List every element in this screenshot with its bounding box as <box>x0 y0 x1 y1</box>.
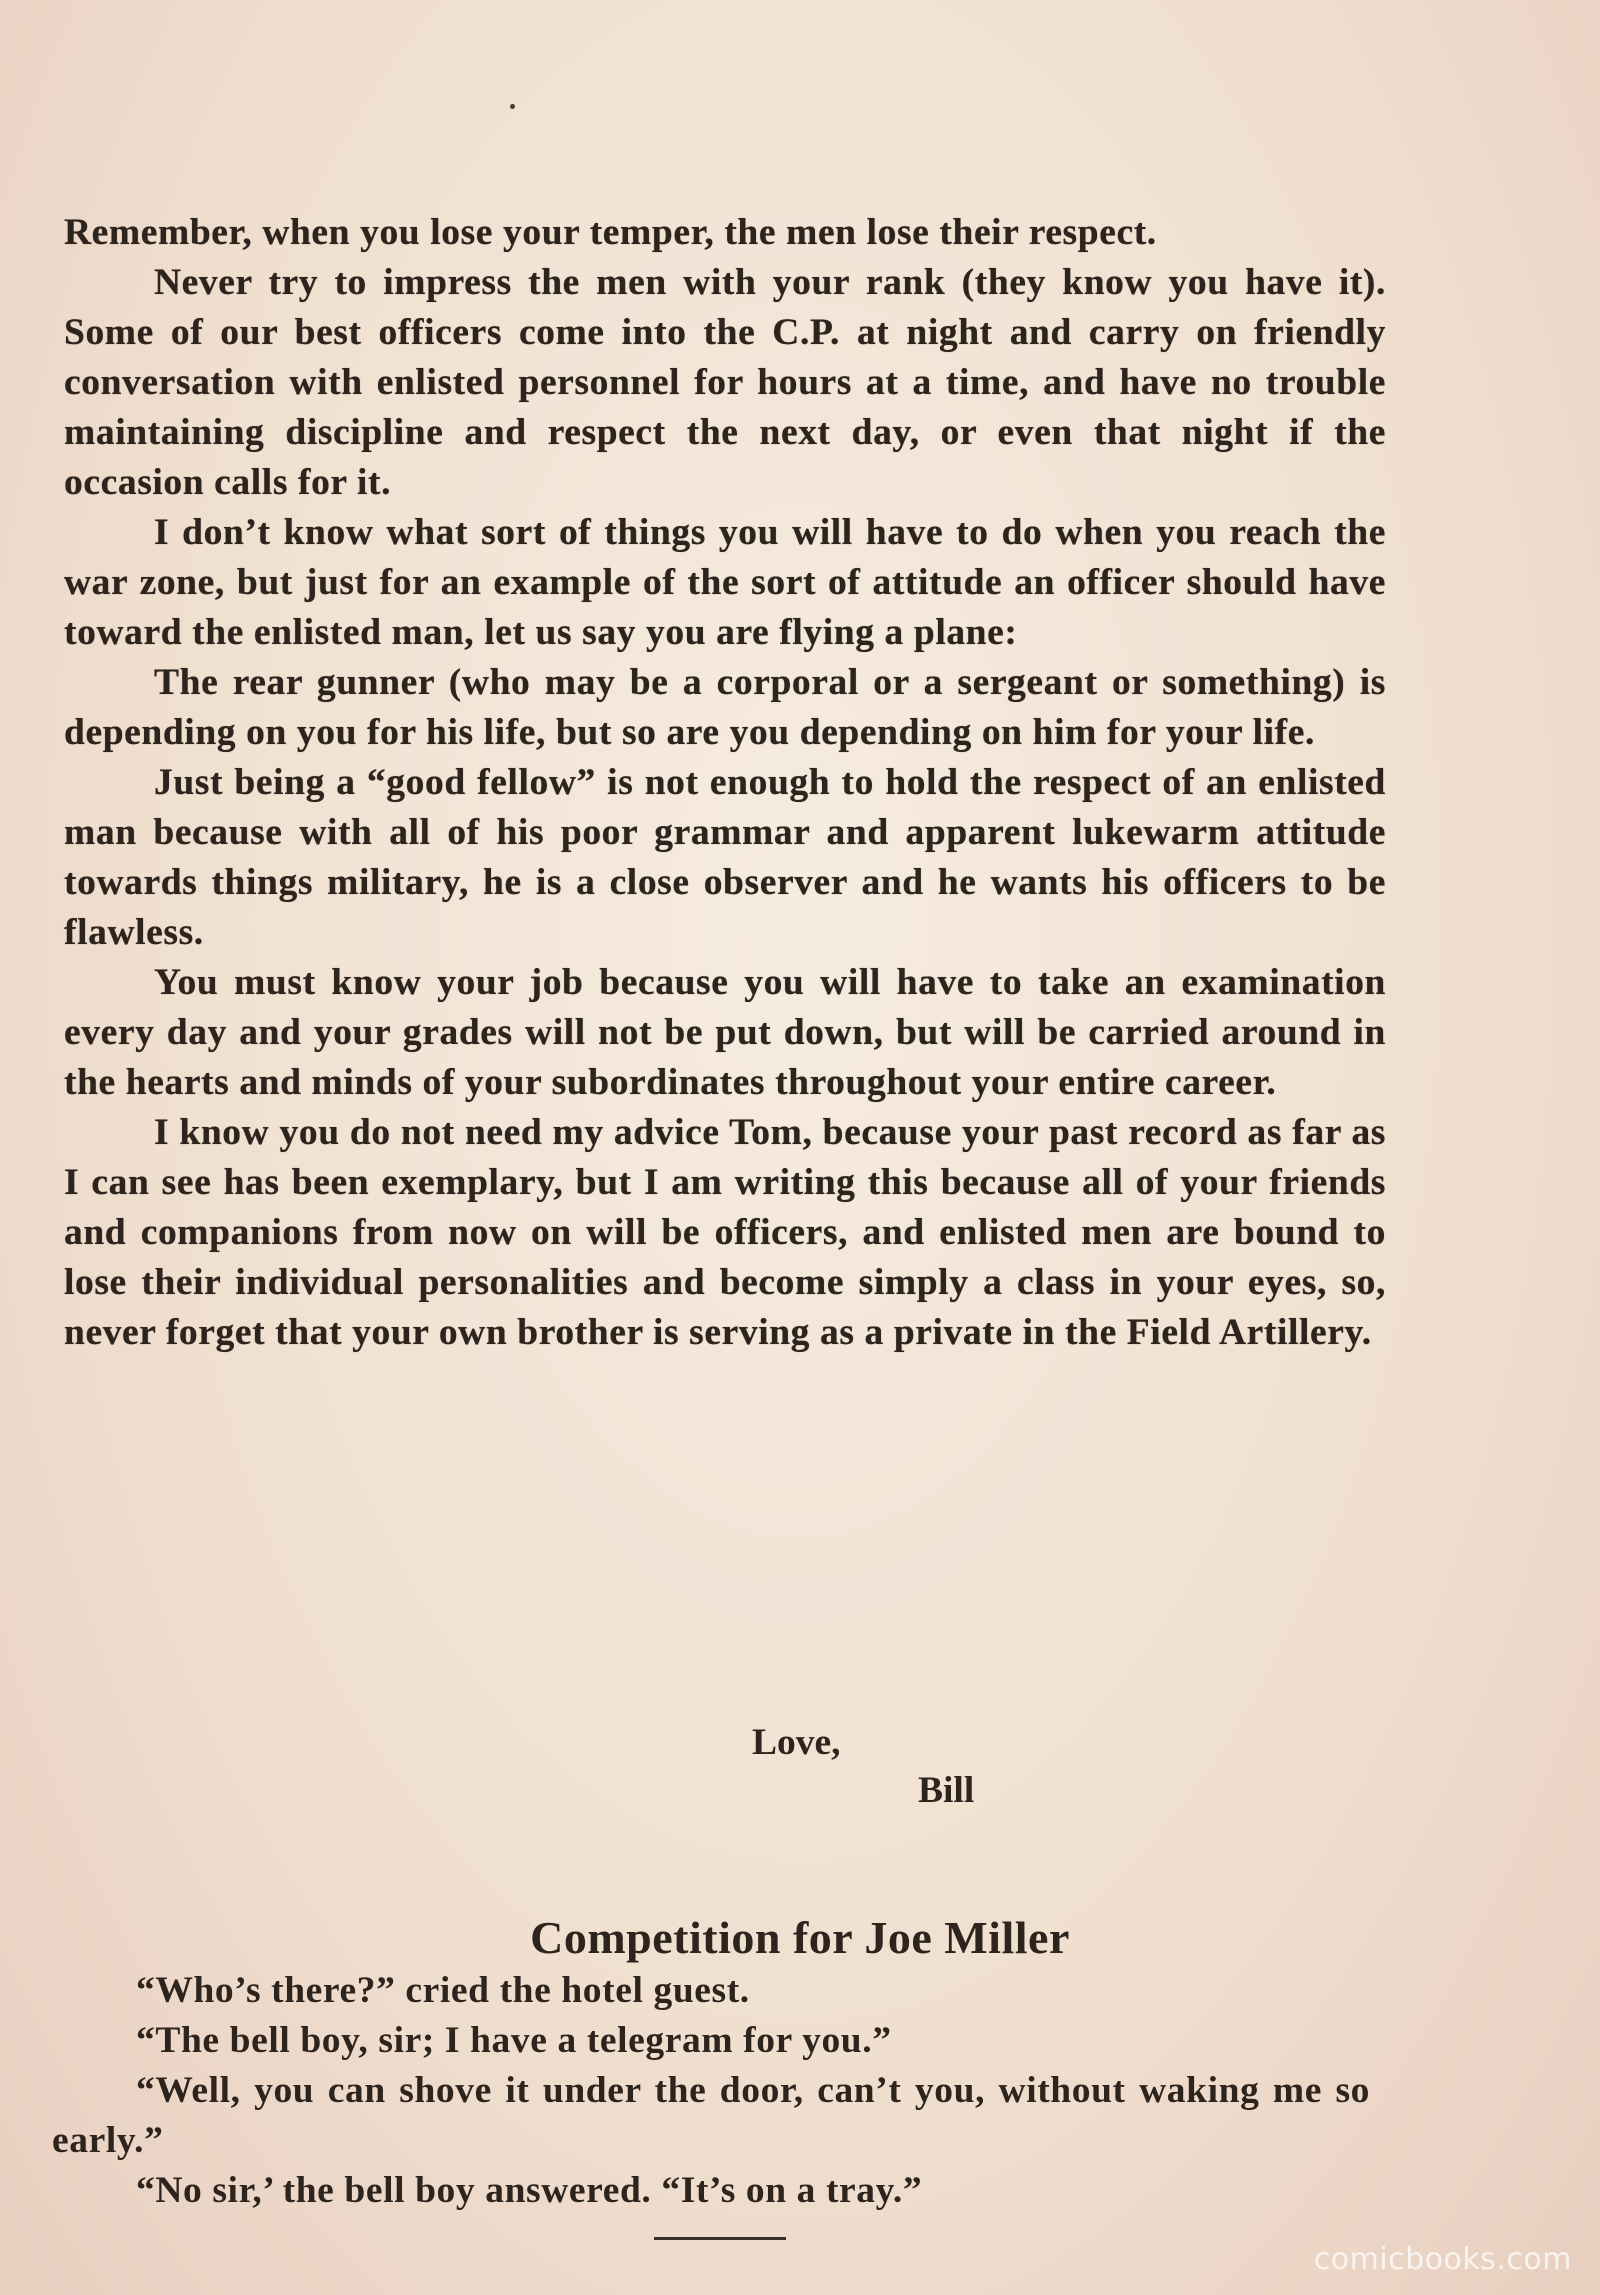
letter-paragraph-7: I know you do not need my advice Tom, because your past record as far as I can see has been exemplary, but I am writing this because all of your friends and companions from now on will be officers, and enlisted men are bound to lose their individual personalities and become simply a class in your eyes, so, never forget that your own brother is serving as a private in the Field Artillery. <box>64 1112 1386 1353</box>
joke-line-4: “No sir,’ the bell boy answered. “It’s on a tray.” <box>136 2170 923 2211</box>
ink-speck <box>510 104 515 109</box>
letter-signature: Bill <box>918 1770 975 1811</box>
site-watermark: comicbooks.com <box>1313 2242 1572 2277</box>
joke-line-2: “The bell boy, sir; I have a telegram for you.” <box>136 2020 892 2061</box>
letter-closing: Love, <box>752 1722 841 1763</box>
letter-paragraph-1: Remember, when you lose your temper, the men lose their respect. <box>64 212 1157 253</box>
letter-paragraph-2: Never try to impress the men with your rank (they know you have it). Some of our best officers come into the C.P. at night and carry on friendly conversation with enlisted personnel for hours at a time, and have no trouble maintaining discipline and respect the next day, or even that night if the occasion calls for it. <box>64 262 1386 503</box>
letter-paragraph-4: The rear gunner (who may be a corporal or a sergeant or something) is depending on you for his life, but so are you depending on him for your life. <box>64 662 1386 753</box>
letter-body <box>64 208 1386 1358</box>
joke-title: Competition for Joe Miller <box>530 1912 1070 1963</box>
joke-body <box>52 1966 1370 2216</box>
letter-paragraph-5: Just being a “good fellow” is not enough to hold the respect of an enlisted man because with all of his poor grammar and apparent lukewarm attitude towards things military, he is a close observer and he wants his officers to be flawless. <box>64 762 1386 953</box>
joke-line-3: “Well, you can shove it under the door, can’t you, without waking me so early.” <box>52 2070 1370 2161</box>
letter-paragraph-6: You must know your job because you will have to take an examination every day and your grades will not be put down, but will be carried around in the hearts and minds of your subordinates throughout your entire career. <box>64 962 1386 1103</box>
letter-paragraph-3: I don’t know what sort of things you will have to do when you reach the war zone, but just for an example of the sort of attitude an officer should have toward the enlisted man, let us say you are flying a plane: <box>64 512 1386 653</box>
end-rule-divider <box>654 2237 786 2240</box>
joke-line-1: “Who’s there?” cried the hotel guest. <box>136 1970 750 2011</box>
